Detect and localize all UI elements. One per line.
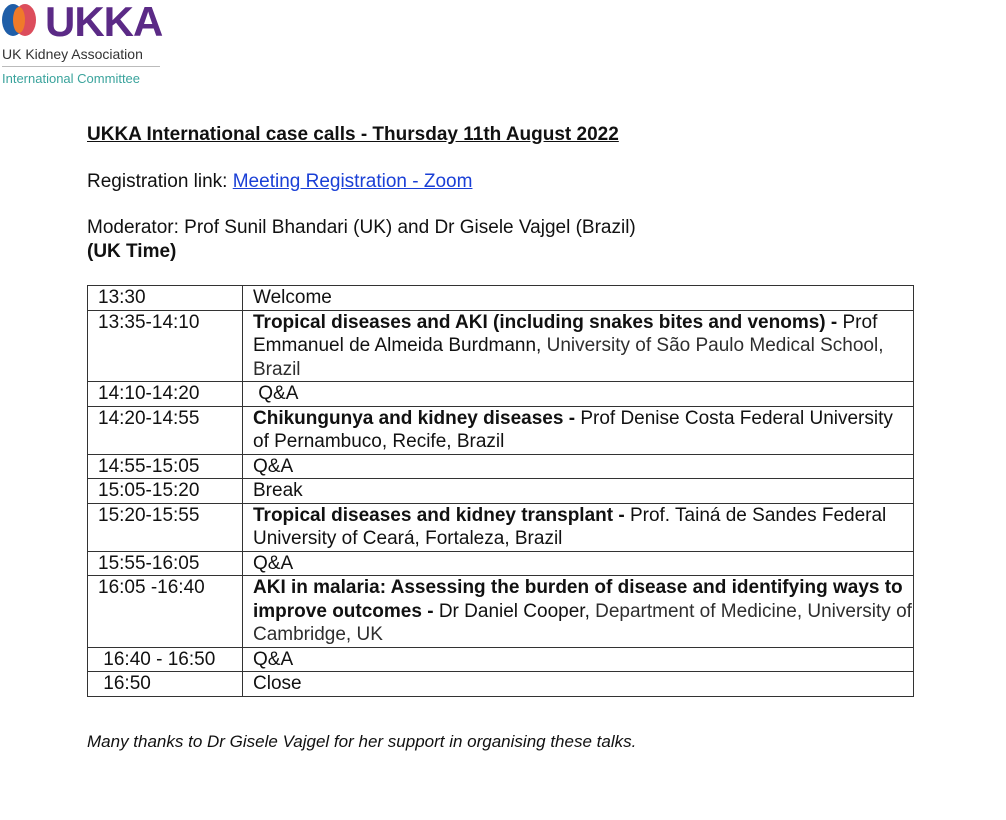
schedule-row <box>88 454 914 479</box>
ukka-logo-mark-icon <box>0 0 44 40</box>
session-cell <box>243 454 914 479</box>
time-cell: 15:55-16:05 <box>88 551 243 576</box>
session-title: Tropical diseases and AKI (including snakes bites and venoms) - <box>253 311 838 333</box>
ukka-logo <box>0 0 200 90</box>
timezone-note: (UK Time) <box>87 241 177 262</box>
session-text: Dr Daniel Cooper, <box>433 600 590 622</box>
time-cell: 13:35-14:10 <box>88 310 243 382</box>
session-cell <box>243 310 914 382</box>
session-text: Prof Emmanuel de Almeida Burdmann, <box>253 311 878 356</box>
session-text: Q&A <box>253 383 299 404</box>
time-cell: 15:05-15:20 <box>88 479 243 504</box>
registration-link[interactable]: Meeting Registration - Zoom <box>232 171 473 192</box>
session-cell <box>243 382 914 407</box>
registration-line <box>87 171 472 193</box>
schedule-row <box>88 406 914 454</box>
schedule-row <box>88 310 914 382</box>
time-cell: 13:30 <box>88 286 243 311</box>
session-affiliation: University of São Paulo Medical School, Brazil <box>253 335 884 380</box>
session-title: Tropical diseases and kidney transplant - <box>253 504 625 526</box>
schedule-table <box>87 285 914 697</box>
schedule-row <box>88 647 914 672</box>
schedule-row <box>88 576 914 648</box>
session-cell <box>243 286 914 311</box>
session-affiliation: Department of Medicine, University of Cambridge, UK <box>253 600 912 645</box>
schedule-row <box>88 551 914 576</box>
time-cell: 14:55-15:05 <box>88 454 243 479</box>
time-cell: 14:10-14:20 <box>88 382 243 407</box>
time-cell: 14:20-14:55 <box>88 406 243 454</box>
schedule-row <box>88 382 914 407</box>
session-text: Q&A <box>253 552 294 574</box>
schedule-row <box>88 479 914 504</box>
schedule-row <box>88 672 914 697</box>
session-text: Break <box>253 480 303 501</box>
association-name: UK Kidney Association <box>2 46 143 62</box>
committee-name: International Committee <box>2 71 141 86</box>
session-text: Welcome <box>253 287 332 308</box>
registration-label: Registration link: <box>87 171 233 192</box>
session-text: Q&A <box>253 648 294 670</box>
session-title: Chikungunya and kidney diseases - <box>253 407 576 429</box>
acknowledgement: Many thanks to Dr Gisele Vajgel for her support in organising these talks. <box>87 732 637 751</box>
session-text: Close <box>253 673 302 694</box>
time-cell: 16:40 - 16:50 <box>88 647 243 672</box>
session-cell <box>243 647 914 672</box>
ukka-wordmark: UKKA <box>45 0 163 45</box>
session-text: Prof. Tainá de Sandes Federal University of Ceará, Fortaleza, Brazil <box>253 504 887 549</box>
session-cell <box>243 551 914 576</box>
session-cell <box>243 406 914 454</box>
page-title: UKKA International case calls - Thursday 11th August 2022 <box>87 124 619 145</box>
time-cell: 16:50 <box>88 672 243 697</box>
moderator-line: Moderator: Prof Sunil Bhandari (UK) and Dr Gisele Vajgel (Brazil) <box>87 217 636 238</box>
schedule-row <box>88 286 914 311</box>
session-cell <box>243 479 914 504</box>
logo-divider <box>2 66 160 67</box>
session-cell <box>243 672 914 697</box>
session-text: Prof Denise Costa Federal University of Pernambuco, Recife, Brazil <box>253 407 893 452</box>
time-cell: 16:05 -16:40 <box>88 576 243 648</box>
session-cell <box>243 503 914 551</box>
session-text: Q&A <box>253 455 294 477</box>
schedule-row <box>88 503 914 551</box>
session-cell <box>243 576 914 648</box>
session-title: AKI in malaria: Assessing the burden of disease and identifying ways to improve outcomes - <box>253 577 903 622</box>
time-cell: 15:20-15:55 <box>88 503 243 551</box>
